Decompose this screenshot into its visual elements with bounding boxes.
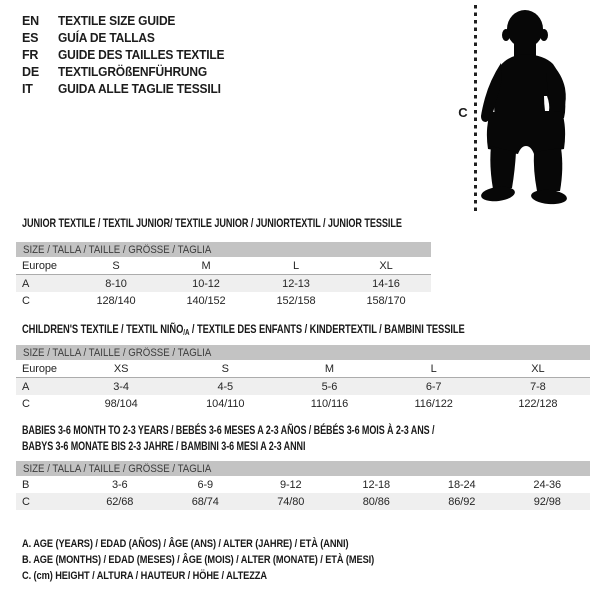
babies-title-line2: BABYS 3-6 MONATE BIS 2-3 JAHRE / BAMBINI 3-6 MESI A 2-3 ANNI xyxy=(22,439,306,453)
table-row-age xyxy=(16,275,431,293)
row-label-cell: Europe xyxy=(16,360,69,378)
table-row-europe xyxy=(16,257,431,275)
size-header-cell xyxy=(16,242,431,257)
language-code: IT xyxy=(22,82,33,96)
size-header-text: SIZE / TALLA / TAILLE / GRÖSSE / TAGLIA xyxy=(23,346,212,359)
language-code: DE xyxy=(22,65,39,79)
table-row-age-months xyxy=(16,476,590,493)
size-header-text: SIZE / TALLA / TAILLE / GRÖSSE / TAGLIA xyxy=(23,243,212,256)
table-cell: 158/170 xyxy=(366,294,406,307)
language-row-fr xyxy=(22,47,231,64)
table-cell: XL xyxy=(341,257,431,275)
row-label-cell: C xyxy=(22,294,30,307)
table-header-row xyxy=(16,345,590,360)
guide-title-es: GUÍA DE TALLAS xyxy=(58,31,155,45)
children-title-pre: CHILDREN'S TEXTILE / TEXTIL NIÑO xyxy=(22,322,184,336)
footnote-legend xyxy=(22,536,441,584)
children-size-table xyxy=(16,345,590,412)
size-header-cell xyxy=(16,345,590,360)
junior-size-table xyxy=(16,242,431,309)
table-header-row xyxy=(16,242,431,257)
language-code: ES xyxy=(22,31,39,45)
table-cell: L xyxy=(382,360,486,378)
table-cell: 74/80 xyxy=(248,493,334,510)
children-title-post: / TEXTILE DES ENFANTS / KINDERTEXTIL / BAMBINI TESSILE xyxy=(189,322,465,336)
language-row-de xyxy=(22,64,231,81)
table-row-age xyxy=(16,378,590,396)
table-cell: 68/74 xyxy=(163,493,249,510)
language-code: EN xyxy=(22,14,39,28)
table-cell: XS xyxy=(69,360,173,378)
table-cell: 116/122 xyxy=(414,397,453,410)
table-cell: 6-9 xyxy=(197,478,214,491)
table-cell: 9-12 xyxy=(279,478,302,491)
table-row-europe xyxy=(16,360,590,378)
height-measure-dotted-line xyxy=(474,5,477,211)
row-label-cell: C xyxy=(16,493,77,510)
table-cell: 6-7 xyxy=(382,378,486,396)
table-cell: 12-18 xyxy=(362,478,391,491)
size-header-text: SIZE / TALLA / TAILLE / GRÖSSE / TAGLIA xyxy=(23,462,212,475)
table-cell: 128/140 xyxy=(96,294,136,307)
language-code: FR xyxy=(22,48,39,62)
table-cell: 152/158 xyxy=(276,294,316,307)
table-cell: 122/128 xyxy=(518,397,558,410)
guide-title-de: TEXTILGRÖßENFÜHRUNG xyxy=(58,65,208,79)
row-label-cell: Europe xyxy=(16,257,71,275)
footnote-age-months: B. AGE (MONTHS) / EDAD (MESES) / ÂGE (MOIS) / ALTER (MONATE) / ETÀ (MESI) xyxy=(22,554,375,566)
row-label-cell: A xyxy=(16,275,71,293)
language-row-en xyxy=(22,13,231,30)
table-cell: 14-16 xyxy=(341,275,431,293)
children-table-title xyxy=(22,322,465,340)
footnote-height-cm: C. (cm) HEIGHT / ALTURA / HAUTEUR / HÖHE / ALTEZZA xyxy=(22,570,267,582)
children-title-sub: /A xyxy=(183,328,190,337)
babies-title-line1: BABIES 3-6 MONTH TO 2-3 YEARS / BEBÉS 3-6 MESES A 2-3 AÑOS / BÉBÉS 3-6 MOIS À 2-3 ANS / xyxy=(22,423,435,437)
table-cell: L xyxy=(251,257,341,275)
baby-silhouette-icon xyxy=(478,8,574,206)
row-label-cell: C xyxy=(22,397,30,410)
table-cell: XL xyxy=(486,360,590,378)
table-cell: 3-6 xyxy=(111,478,128,491)
table-cell: M xyxy=(277,360,381,378)
table-cell: 24-36 xyxy=(533,478,562,491)
table-cell: 104/110 xyxy=(206,397,245,410)
table-cell: 18-24 xyxy=(447,478,476,491)
table-row-height xyxy=(16,493,590,510)
table-cell: 80/86 xyxy=(334,493,420,510)
language-row-es xyxy=(22,30,231,47)
table-cell: 5-6 xyxy=(277,378,381,396)
footnote-age-years: A. AGE (YEARS) / EDAD (AÑOS) / ÂGE (ANS) / ALTER (JAHRE) / ETÀ (ANNI) xyxy=(22,538,349,550)
guide-title-fr: GUIDE DES TAILLES TEXTILE xyxy=(58,48,225,62)
guide-title-en: TEXTILE SIZE GUIDE xyxy=(58,14,176,28)
table-cell: 4-5 xyxy=(173,378,277,396)
table-cell: 110/116 xyxy=(310,397,349,410)
table-cell: 12-13 xyxy=(251,275,341,293)
size-header-cell xyxy=(16,461,590,476)
junior-table-title: JUNIOR TEXTILE / TEXTIL JUNIOR/ TEXTILE JUNIOR / JUNIORTEXTIL / JUNIOR TESSILE xyxy=(22,216,402,230)
table-cell: S xyxy=(71,257,161,275)
table-cell: 7-8 xyxy=(486,378,590,396)
table-cell: 98/104 xyxy=(104,397,138,410)
guide-title-it: GUIDA ALLE TAGLIE TESSILI xyxy=(58,82,221,96)
language-row-it xyxy=(22,81,231,98)
table-cell: S xyxy=(173,360,277,378)
table-cell: 3-4 xyxy=(69,378,173,396)
babies-table-title xyxy=(22,422,434,454)
height-measure-label: C xyxy=(458,105,468,120)
table-cell: 10-12 xyxy=(161,275,251,293)
table-cell: 8-10 xyxy=(71,275,161,293)
table-cell: 86/92 xyxy=(419,493,505,510)
table-cell: 92/98 xyxy=(505,493,591,510)
table-header-row xyxy=(16,461,590,476)
row-label-cell: A xyxy=(16,378,69,396)
table-row-height xyxy=(16,395,590,412)
language-list xyxy=(22,13,231,98)
babies-size-table xyxy=(16,461,590,510)
table-cell: M xyxy=(161,257,251,275)
table-cell: 62/68 xyxy=(77,493,163,510)
row-label-cell: B xyxy=(22,478,30,491)
table-row-height xyxy=(16,292,431,309)
table-cell: 140/152 xyxy=(186,294,226,307)
